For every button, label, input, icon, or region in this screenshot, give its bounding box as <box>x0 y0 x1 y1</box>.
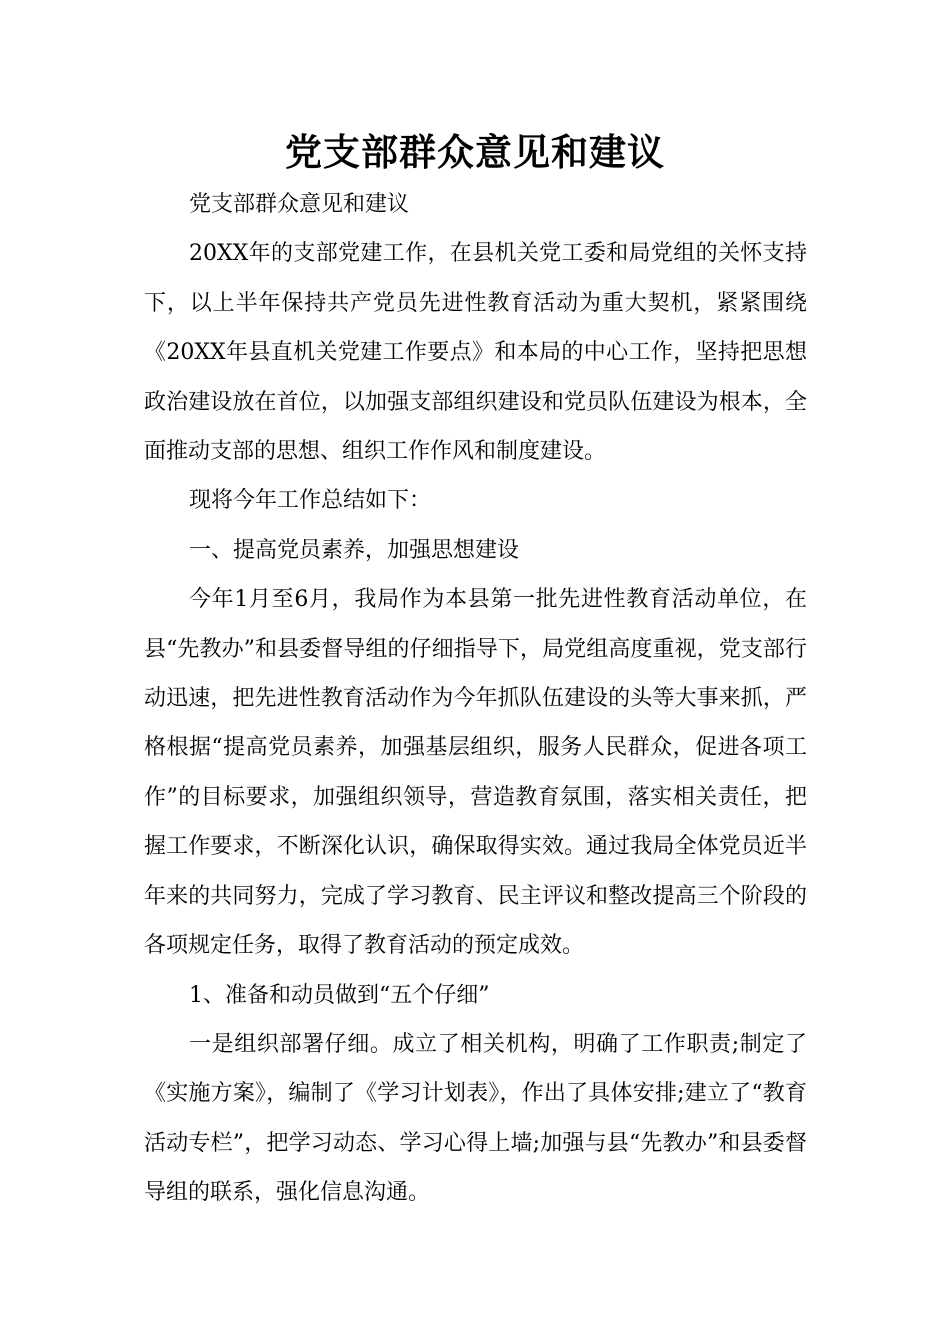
document-title: 党支部群众意见和建议 <box>285 131 665 174</box>
paragraph-summary-lead: 现将今年工作总结如下： <box>189 488 432 514</box>
paragraph-subtitle: 党支部群众意见和建议 <box>189 192 410 217</box>
section-heading-1: 一、提高党员素养，加强思想建设 <box>189 537 520 563</box>
paragraph-subsection-1: 一是组织部署仔细。成立了相关机构，明确了工作职责;制定了《实施方案》，编制了《学习计划表》，作出了具体安排;建立了“教育活动专栏”，把学习动态、学习心得上墙;加强与县“先教办”和县委督导组的联系，强化信息沟通。 <box>144 1031 807 1206</box>
paragraph-section-1: 今年1月至6月，我局作为本县第一批先进性教育活动单位，在县“先教办”和县委督导组的仔细指导下，局党组高度重视，党支部行动迅速，把先进性教育活动作为今年抓队伍建设的头等大事来抓，严格根据“提高党员素养，加强基层组织，服务人民群众，促进各项工作”的目标要求，加强组织领导，营造教育氛围，落实相关责任，把握工作要求，不断深化认识，确保取得实效。通过我局全体党员近半年来的共同努力，完成了学习教育、民主评议和整改提高三个阶段的各项规定任务，取得了教育活动的预定成效。 <box>144 587 807 959</box>
document-body <box>144 180 807 1218</box>
subsection-heading-1: 1、准备和动员做到“五个仔细” <box>189 982 490 1008</box>
paragraph-intro: 20XX年的支部党建工作，在县机关党工委和局党组的关怀支持下，以上半年保持共产党员先进性教育活动为重大契机，紧紧围绕《20XX年县直机关党建工作要点》和本局的中心工作，坚持把思想政治建设放在首位，以加强支部组织建设和党员队伍建设为根本，全面推动支部的思想、组织工作作风和制度建设。 <box>144 241 807 465</box>
